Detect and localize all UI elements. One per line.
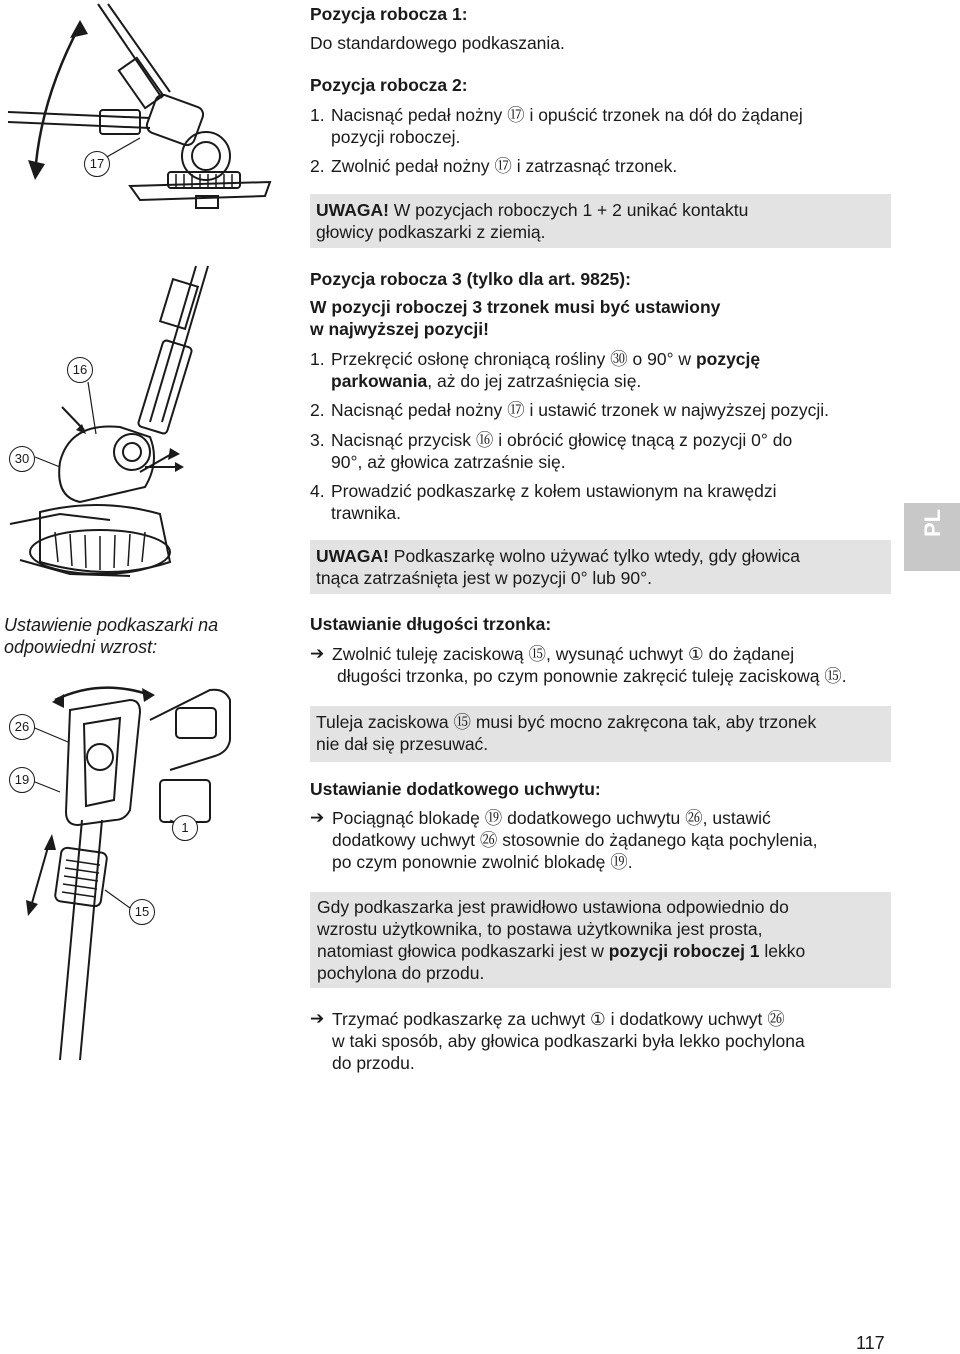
list-text: Przekręcić osłonę chroniącą rośliny ㉚ o 90° w xyxy=(331,349,696,369)
instruction-item xyxy=(310,1008,910,1074)
important-note-line: W pozycji roboczej 3 trzonek musi być ustawiony xyxy=(310,297,721,317)
figure-working-position-2 xyxy=(0,0,300,250)
heading-working-position-2: Pozycja robocza 2: xyxy=(310,75,468,95)
list-number: 2. xyxy=(310,400,325,420)
list-text-bold: pozycję xyxy=(695,349,761,369)
warning-box xyxy=(310,540,891,594)
warning-text: W pozycjach roboczych 1 + 2 unikać kontaktu xyxy=(388,200,749,220)
callout-16: 16 xyxy=(67,357,93,383)
info-text: wzrostu użytkownika, to postawa użytkownika jest prosta, xyxy=(317,919,763,939)
warning-text: głowicy podkaszarki z ziemią. xyxy=(316,222,546,242)
page-number: 117 xyxy=(856,1333,885,1353)
list-text-bold: parkowania xyxy=(331,371,428,391)
note-text: Tuleja zaciskowa ⑮ musi być mocno zakręcona tak, aby trzonek xyxy=(316,712,817,732)
warning-text: tnąca zatrzaśnięta jest w pozycji 0° lub 90°. xyxy=(316,568,652,588)
caption-line: odpowiedni wzrost: xyxy=(4,637,158,657)
info-text: natomiast głowica podkaszarki jest w xyxy=(317,941,609,961)
warning-box xyxy=(310,194,891,248)
callout-17: 17 xyxy=(84,151,110,177)
callout-30: 30 xyxy=(9,446,35,472)
info-text: pochylona do przodu. xyxy=(317,963,485,983)
arrow-icon: ➔ xyxy=(310,1009,325,1028)
list-item xyxy=(310,429,900,473)
list-number: 3. xyxy=(310,430,325,450)
heading-auxiliary-handle: Ustawianie dodatkowego uchwytu: xyxy=(310,779,601,799)
text-standard-trimming: Do standardowego podkaszania. xyxy=(310,33,565,53)
note-box xyxy=(310,706,891,762)
list-text: pozycji roboczej. xyxy=(331,127,461,147)
instruction-text: długości trzonka, po czym ponownie zakręcić tuleję zaciskową ⑮. xyxy=(337,666,847,686)
caption-line: Ustawienie podkaszarki na xyxy=(4,615,219,635)
instruction-text: Pociągnąć blokadę ⑲ dodatkowego uchwytu ㉖, ustawić xyxy=(332,808,771,828)
important-note xyxy=(310,296,720,340)
important-note-line: w najwyższej pozycji! xyxy=(310,319,489,339)
list-text: Zwolnić pedał nożny ⑰ i zatrzasnąć trzonek. xyxy=(331,156,678,176)
list-number: 4. xyxy=(310,481,325,501)
list-text: , aż do jej zatrzaśnięcia się. xyxy=(427,371,642,391)
list-item xyxy=(310,348,900,392)
heading-working-position-1: Pozycja robocza 1: xyxy=(310,4,468,24)
list-number: 1. xyxy=(310,349,325,369)
instruction-text: Zwolnić tuleję zaciskową ⑮, wysunąć uchwyt ① do żądanej xyxy=(332,644,795,664)
arrow-icon: ➔ xyxy=(310,808,325,827)
info-text: Gdy podkaszarka jest prawidłowo ustawiona odpowiednio do xyxy=(317,897,789,917)
figure-height-adjustment xyxy=(0,660,300,1060)
callout-26: 26 xyxy=(9,714,35,740)
list-text: Nacisnąć pedał nożny ⑰ i opuścić trzonek na dół do żądanej xyxy=(331,105,803,125)
callout-19: 19 xyxy=(9,767,35,793)
list-number: 1. xyxy=(310,105,325,125)
list-item xyxy=(310,480,900,524)
info-box xyxy=(310,892,891,988)
instruction-text: po czym ponownie zwolnić blokadę ⑲. xyxy=(332,852,633,872)
language-tab xyxy=(904,503,960,571)
warning-text: Podkaszarkę wolno używać tylko wtedy, gdy głowica xyxy=(388,546,801,566)
info-text: lekko xyxy=(759,941,806,961)
instruction-text: dodatkowy uchwyt ㉖ stosownie do żądanego kąta pochylenia, xyxy=(332,830,818,850)
info-text-bold: pozycji roboczej 1 xyxy=(608,941,760,961)
heading-shaft-length: Ustawianie długości trzonka: xyxy=(310,614,552,634)
list-item xyxy=(310,155,890,177)
instruction-text: do przodu. xyxy=(332,1053,415,1073)
list-text: Prowadzić podkaszarkę z kołem ustawionym na krawędzi xyxy=(331,481,777,501)
language-tab-label: PL xyxy=(920,508,945,537)
instruction-text: Trzymać podkaszarkę za uchwyt ① i dodatkowy uchwyt ㉖ xyxy=(332,1009,785,1029)
list-text: trawnika. xyxy=(331,503,402,523)
list-text: Nacisnąć przycisk ⑯ i obrócić głowicę tnącą z pozycji 0° do xyxy=(331,430,793,450)
list-text: 90°, aż głowica zatrzaśnie się. xyxy=(331,452,566,472)
warning-label: UWAGA! xyxy=(316,200,389,220)
callout-1: 1 xyxy=(172,815,198,841)
arrow-icon: ➔ xyxy=(310,644,325,663)
note-text: nie dał się przesuwać. xyxy=(316,734,489,754)
list-item xyxy=(310,399,910,421)
callout-15: 15 xyxy=(129,899,155,925)
list-item xyxy=(310,104,890,148)
instruction-item xyxy=(310,807,910,873)
list-number: 2. xyxy=(310,156,325,176)
list-text: Nacisnąć pedał nożny ⑰ i ustawić trzonek w najwyższej pozycji. xyxy=(331,400,829,420)
heading-working-position-3: Pozycja robocza 3 (tylko dla art. 9825): xyxy=(310,269,631,289)
warning-label: UWAGA! xyxy=(316,546,389,566)
instruction-item xyxy=(310,643,910,687)
figure-working-position-3 xyxy=(0,262,300,592)
instruction-text: w taki sposób, aby głowica podkaszarki była lekko pochylona xyxy=(332,1031,805,1051)
figure-caption xyxy=(4,614,218,658)
